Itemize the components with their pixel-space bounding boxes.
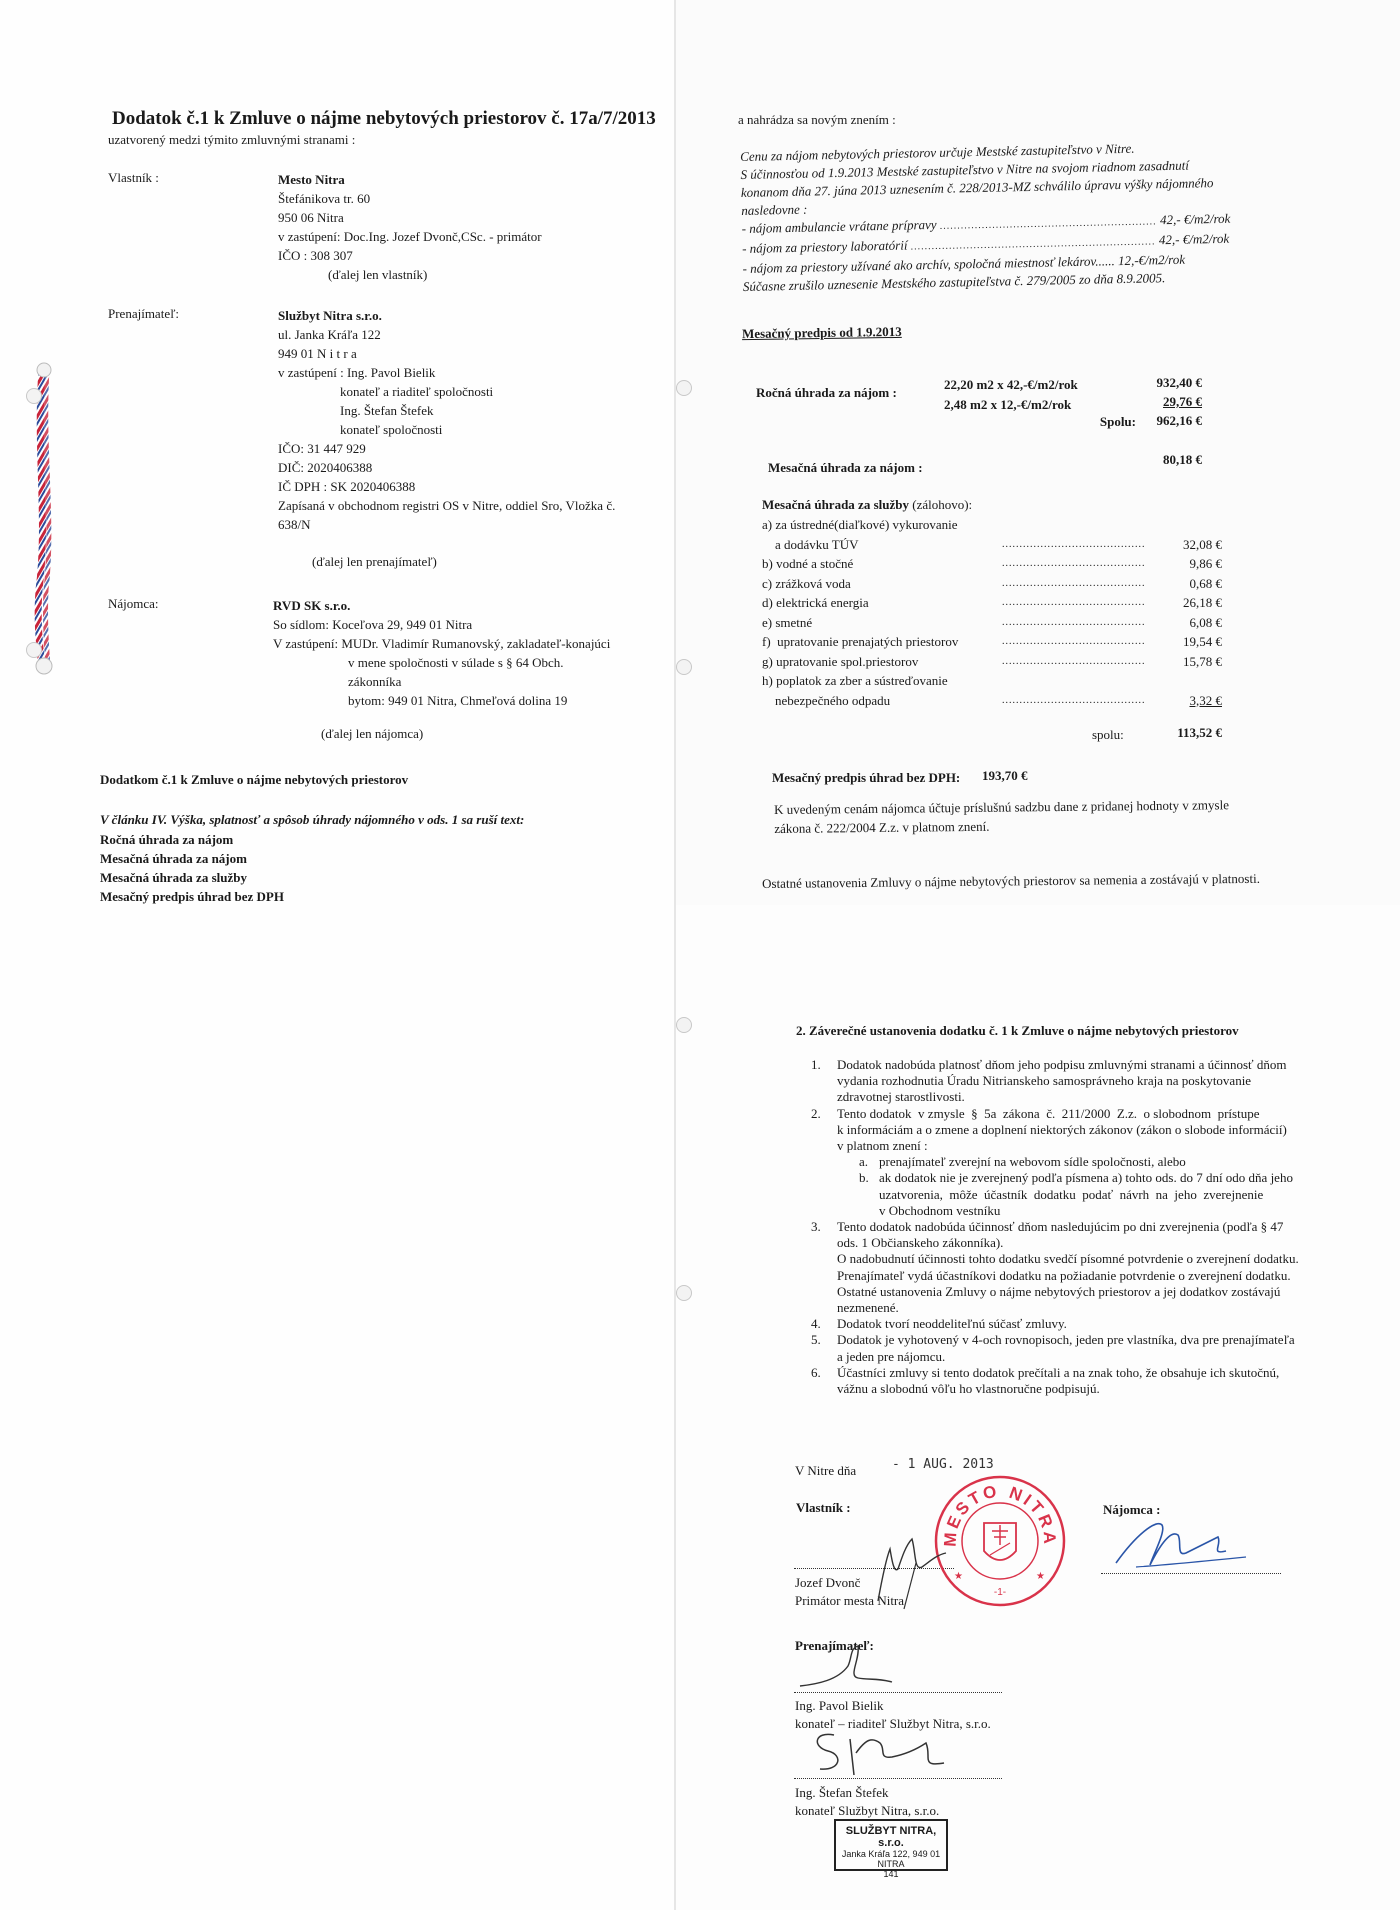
owner-label: Vlastník : (108, 170, 159, 185)
service-row: c) zrážková voda ......................................... 0,68 € (762, 575, 1222, 591)
price-text-line: S účinnosťou od 1.9.2013 Mestské zastupiteľstvo v Nitre na svojom riadnom zasadnutí (740, 157, 1190, 182)
lessor-line: v zastúpení : Ing. Pavol Bielik (278, 365, 436, 380)
document-title: Dodatok č.1 k Zmluve o nájme nebytových priestorov č. 17a/7/2013 (112, 108, 656, 129)
annual-calc: 22,20 m2 x 42,-€/m2/rok (944, 377, 1078, 392)
section-heading: Mesačný predpis od 1.9.2013 (741, 323, 902, 342)
lessor-block (278, 306, 615, 571)
signatory-1-title: konateľ – riaditeľ Službyt Nitra, s.r.o. (795, 1716, 991, 1731)
provision-item: 4. Dodatok tvorí neoddeliteľnú súčasť zmluvy. (811, 1316, 1067, 1332)
tenant-label: Nájomca: (108, 596, 159, 611)
annual-value: 29,76 € (1163, 394, 1202, 409)
annual-calc: 2,48 m2 x 12,-€/m2/rok (944, 397, 1072, 412)
lessor-name: Službyt Nitra s.r.o. (278, 308, 382, 323)
page-2 (676, 0, 1400, 905)
document-subtitle: uzatvorený medzi týmito zmluvnými stranami : (108, 132, 356, 147)
lessor-line: (ďalej len prenajímateľ) (312, 554, 437, 569)
vat-text: K uvedeným cenám nájomca účtuje príslušnú sadzbu dane z pridanej hodnoty v zmysle zákona č. 222/2004 Z.z. v platnom znení. (774, 797, 1230, 836)
lessor-signature-label: Prenajímateľ: (795, 1638, 874, 1653)
removed-list (100, 830, 284, 906)
removed-item: Mesačný predpis úhrad bez DPH (100, 889, 284, 904)
lessor-line: konateľ a riaditeľ spoločnosti (340, 384, 494, 399)
final-provisions-list (811, 1057, 1336, 1397)
service-row: b) vodné a stočné ......................................... 9,86 € (762, 556, 1222, 571)
intro-text: Dodatkom č.1 k Zmluve o nájme nebytových priestorov (100, 772, 409, 787)
owner-name: Jozef Dvonč (795, 1575, 861, 1590)
article-text: V článku IV. Výška, splatnosť a spôsob úhrady nájomného v ods. 1 sa ruší text: (100, 812, 525, 827)
lessor-line: DIČ: 2020406388 (278, 460, 373, 475)
final-heading: 2. Záverečné ustanovenia dodatku č. 1 k Zmluve o nájme nebytových priestorov (796, 1023, 1239, 1038)
owner-line: v zastúpení: Doc.Ing. Jozef Dvonč,CSc. - primátor (278, 229, 542, 244)
provision-item: 1. Dodatok nadobúda platnosť dňom jeho podpisu zmluvnými stranami a účinnosť dňom vydania rozhodnutia Úradu Nitrianskeho samosprávneho kraja na poskytovanie zdravotnej starostlivosti. (811, 1057, 1287, 1105)
provision-item: 6. Účastníci zmluvy si tento dodatok prečítali a na znak toho, že obsahuje ich skutočnú, vážnu a slobodnú vôľu ho vlastnoručne podpisujú. (811, 1364, 1280, 1397)
removed-item: Mesačná úhrada za služby (100, 870, 247, 885)
service-row: e) smetné ......................................... 6,08 € (762, 614, 1222, 630)
lessor-signature-2-icon (794, 1713, 974, 1783)
annual-total: 962,16 € (1156, 413, 1202, 428)
services-heading: Mesačná úhrada za služby (zálohovo): (762, 497, 973, 512)
date-stamp: - 1 AUG. 2013 (892, 1457, 994, 1472)
lessor-line: IČ DPH : SK 2020406388 (278, 479, 416, 494)
tenant-signature-label: Nájomca : (1103, 1502, 1161, 1517)
place-date-label: V Nitre dňa (795, 1463, 857, 1478)
removed-item: Ročná úhrada za nájom (100, 832, 234, 847)
lessor-label: Prenajímateľ: (108, 306, 179, 321)
punch-hole-icon (676, 1285, 692, 1301)
tenant-name: RVD SK s.r.o. (273, 598, 351, 613)
services-total-label: spolu: (1092, 727, 1124, 742)
punch-hole-icon (676, 1017, 692, 1033)
tenant-signature-icon (1106, 1505, 1256, 1585)
services-total: 113,52 € (1177, 725, 1222, 740)
owner-line: (ďalej len vlastník) (328, 267, 428, 282)
price-item: - nájom za priestory laboratórií ...................................................................... 42,- €/m2/rok (741, 230, 1230, 256)
cancel-text: Súčasne zrušilo uznesenie Mestského zastupiteľstva č. 279/2005 zo dňa 8.9.2005. (742, 270, 1166, 294)
company-stamp: SLUŽBYT NITRA, s.r.o. Janka Kráľa 122, 949 01 NITRA 141 (834, 1819, 948, 1871)
service-row: h) poplatok za zber a sústreďovanie (762, 673, 948, 688)
seal-text: MESTO NITRA (940, 1481, 1060, 1548)
service-row: a dodávku TÚV ......................................... 32,08 € (762, 536, 1222, 552)
price-text-line: Cenu za nájom nebytových priestorov určuje Mestské zastupiteľstvo v Nitre. (740, 140, 1135, 164)
provision-item: 2. Tento dodatok v zmysle § 5a zákona č. 211/2000 Z.z. o slobodnom prístupe k informáciám a o zmene a doplnení niektorých zákonov (zákon o slobode informácií) v platnom znení : a. prenajímateľ zverejní na webovom sídle spoločnosti, alebo b. ak dodatok nie je zverejnený podľa písmena a) tohto ods. do 7 dní odo dňa jeho uzatvorenia, môže účastník dodatku podať návrh na jeho zverejnenie v Obchodnom vestníku (811, 1106, 1336, 1219)
punch-hole-icon (26, 642, 42, 658)
removed-item: Mesačná úhrada za nájom (100, 851, 247, 866)
service-row: f) upratovanie prenajatých priestorov ......................................... 19,54 € (762, 634, 1222, 649)
monthly-rent-label: Mesačná úhrada za nájom : (768, 460, 923, 475)
signatory-1-name: Ing. Pavol Bielik (795, 1698, 884, 1713)
signatory-2-name: Ing. Štefan Štefek (795, 1785, 889, 1800)
signatory-2-title: konateľ Službyt Nitra, s.r.o. (795, 1803, 940, 1818)
service-row: nebezpečného odpadu ......................................... 3,32 € (762, 692, 1222, 708)
lessor-line: IČO: 31 447 929 (278, 441, 366, 456)
services-list (762, 515, 1222, 710)
price-text-line: nasledovne : (741, 201, 808, 218)
provision-item: 3. Tento dodatok nadobúda účinnosť dňom nasledujúcim po dni zverejnenia (podľa § 47 ods. 1 Občianskeho zákonníka). O nadobudnutí účinnosti tohto dodatku svedčí písomné potvrdenie o zverejnení dodatku. Prenajímateľ vydá účastníkovi dodatku na požiadanie potvrdenie o zverejnení dodatku. Ostatné ustanovenia Zmluvy o nájme nebytových priestorov a jej dodatkov zostávajú nezmenené. (811, 1219, 1299, 1316)
tenant-line: v mene spoločnosti v súlade s § 64 Obch. (348, 655, 564, 670)
price-item: - nájom ambulancie vrátane prípravy .............................................................. 42,- €/m2/rok (741, 210, 1231, 236)
tenant-line: bytom: 949 01 Nitra, Chmeľová dolina 19 (348, 693, 568, 708)
svg-text:★: ★ (1036, 1571, 1045, 1582)
svg-text:★: ★ (954, 1571, 963, 1582)
tenant-line: V zastúpení: MUDr. Vladimír Rumanovský, zakladateľ-konajúci (273, 636, 611, 651)
price-block (740, 138, 1232, 296)
seal-number: -1- (993, 1587, 1007, 1598)
lessor-line: 949 01 N i t r a (278, 346, 357, 361)
monthly-rent-value: 80,18 € (1163, 452, 1202, 467)
provision-subitem: b. ak dodatok nie je zverejnený podľa písmena a) tohto ods. do 7 dní odo dňa jeho uzatvorenia, môže účastník dodatku podať návrh na jeho zverejnenie v Obchodnom vestníku (859, 1170, 1293, 1218)
lessor-line: Zapísaná v obchodnom registri OS v Nitre, oddiel Sro, Vložka č. (278, 498, 616, 513)
provision-item: 5. Dodatok je vyhotovený v 4-och rovnopisoch, jeden pre vlastníka, dva pre prenajímateľa a jeden pre nájomcu. (811, 1332, 1295, 1364)
tenant-line: (ďalej len nájomca) (321, 726, 424, 741)
punch-hole-icon (676, 380, 692, 396)
lessor-line: Ing. Štefan Štefek (340, 403, 434, 418)
other-provisions-text: Ostatné ustanovenia Zmluvy o nájme nebytových priestorov sa nemenia a zostávajú v platnosti. (762, 870, 1260, 891)
service-row: a) za ústredné(diaľkové) vykurovanie (762, 517, 958, 532)
service-row: d) elektrická energia ......................................... 26,18 € (762, 595, 1222, 610)
page-3 (676, 905, 1400, 1910)
tenant-block (273, 596, 610, 743)
lessor-line: 638/N (278, 517, 311, 532)
monthly-total-label: Mesačný predpis úhrad bez DPH: (772, 770, 961, 785)
owner-title: Primátor mesta Nitra (795, 1593, 905, 1608)
tenant-line: So sídlom: Koceľova 29, 949 01 Nitra (273, 617, 473, 632)
monthly-total-value: 193,70 € (982, 768, 1028, 783)
owner-signature-icon (856, 1509, 976, 1619)
punch-hole-icon (676, 659, 692, 675)
lessor-line: konateľ spoločnosti (340, 422, 443, 437)
binding-cord-icon (22, 360, 62, 680)
provision-subitem: a. prenajímateľ zverejní na webovom sídle spoločnosti, alebo (859, 1154, 1186, 1170)
owner-name: Mesto Nitra (278, 172, 345, 187)
tenant-line: zákonníka (348, 674, 402, 689)
price-item: - nájom za priestory užívané ako archív, spoločná miestnosť lekárov...... 12,-€/m2/rok (742, 251, 1186, 276)
replace-text: a nahrádza sa novým znením : (738, 112, 896, 127)
owner-line: Štefánikova tr. 60 (278, 191, 371, 206)
owner-signature-label: Vlastník : (796, 1500, 851, 1515)
owner-block (278, 170, 542, 284)
lessor-line: ul. Janka Kráľa 122 (278, 327, 381, 342)
owner-line: 950 06 Nitra (278, 210, 344, 225)
owner-line: IČO : 308 307 (278, 248, 353, 263)
price-text-line: konanom dňa 27. júna 2013 uznesením č. 228/2013-MZ schválilo úpravu výšky nájomného (740, 175, 1214, 200)
annual-label: Ročná úhrada za nájom : (756, 385, 897, 400)
punch-hole-icon (26, 388, 42, 404)
service-row: g) upratovanie spol.priestorov ......................................... 15,78 € (762, 653, 1222, 669)
lessor-signature-icon (788, 1640, 908, 1700)
annual-total-label: Spolu: (1099, 414, 1136, 429)
annual-value: 932,40 € (1156, 375, 1202, 390)
page-1 (0, 0, 676, 1910)
